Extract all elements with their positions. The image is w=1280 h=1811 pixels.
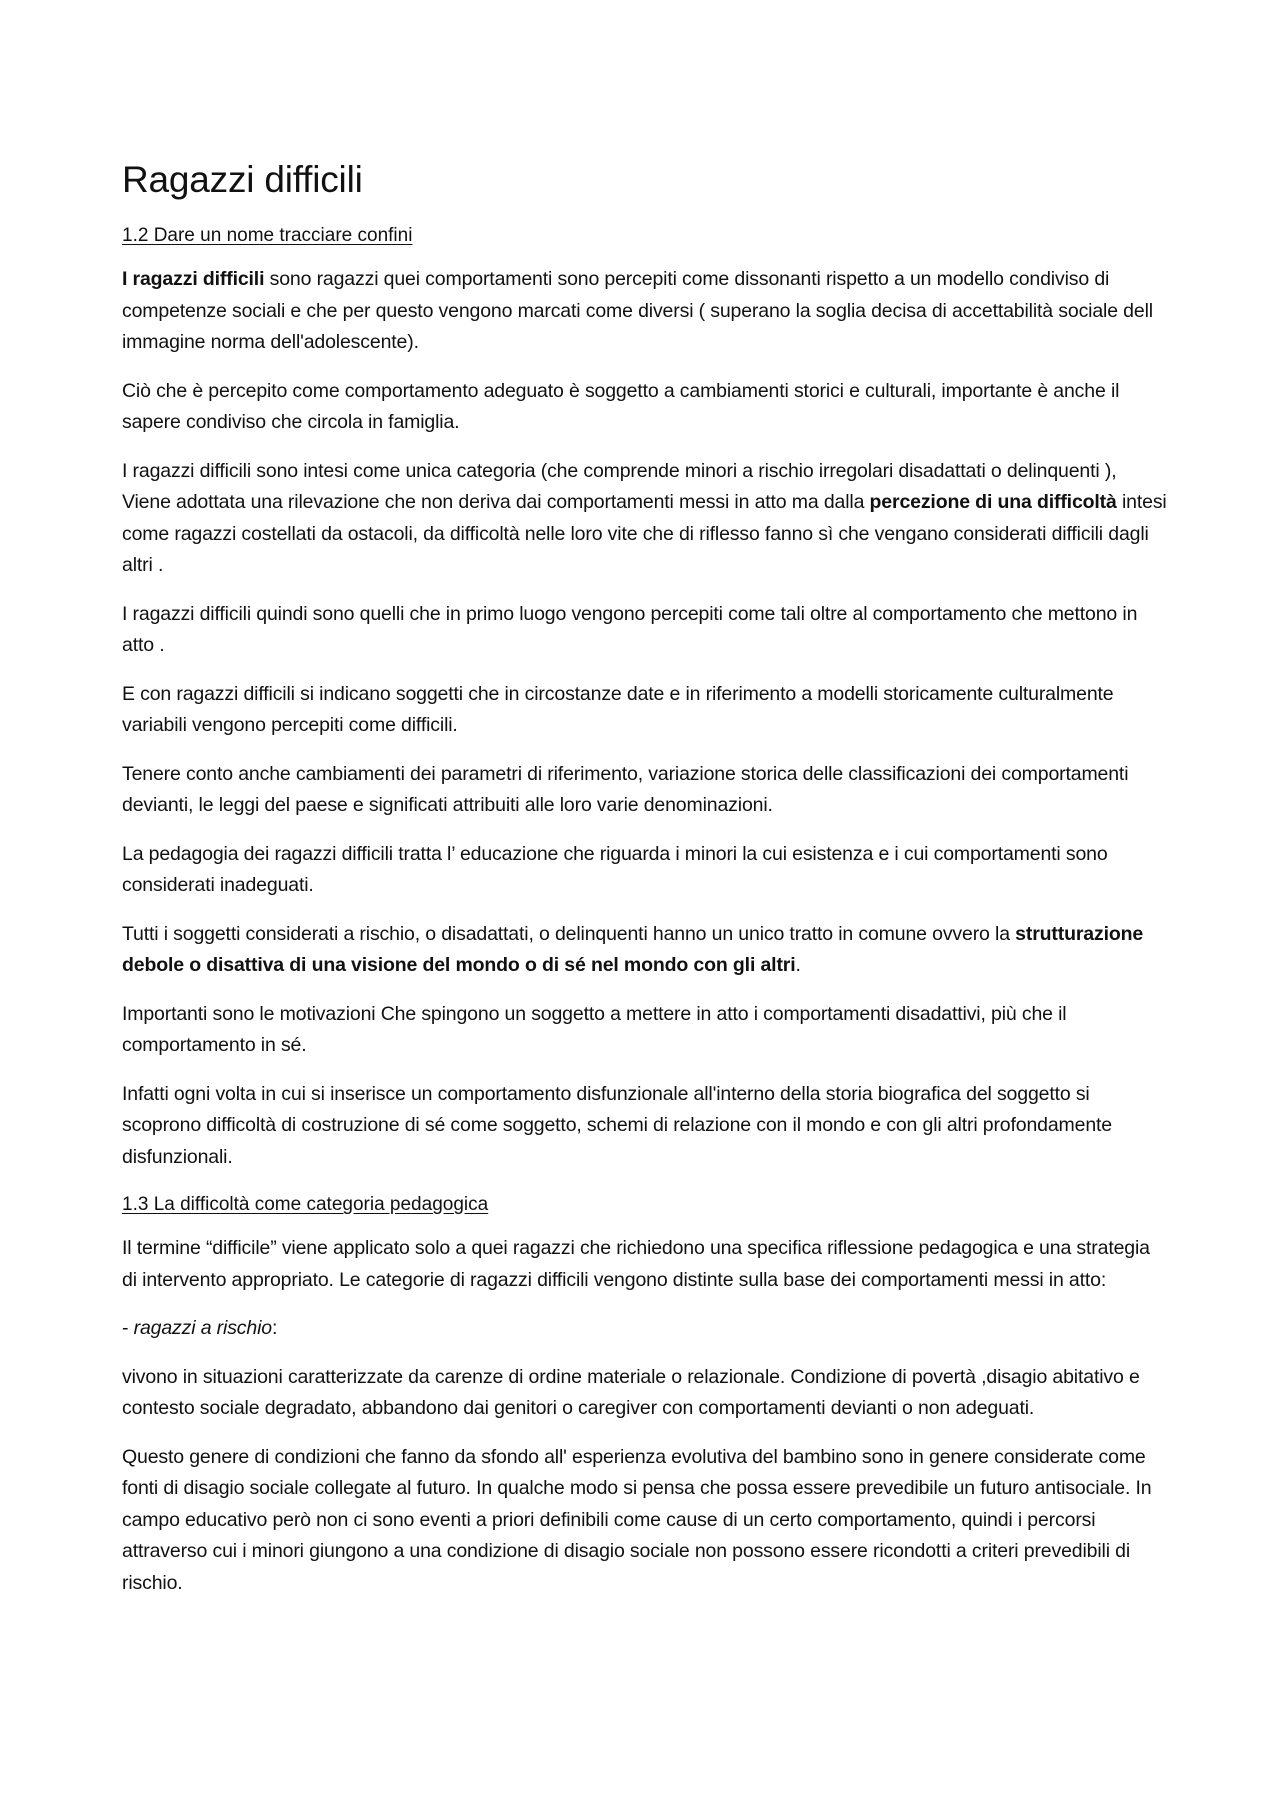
paragraph: I ragazzi difficili quindi sono quelli che in primo luogo vengono percepiti come tali oltre al comportamento che mettono in atto . bbox=[122, 602, 1138, 656]
paragraph: Tenere conto anche cambiamenti dei parametri di riferimento, variazione storica delle classificazioni dei comportamenti devianti, le leggi del paese e significati attribuiti alle loro varie denominazioni. bbox=[122, 762, 1129, 816]
italic-text: ragazzi a rischio bbox=[133, 1317, 272, 1339]
paragraph: Ciò che è percepito come comportamento adeguato è soggetto a cambiamenti storici e culturali, importante è anche il sapere condiviso che circola in famiglia. bbox=[122, 379, 1120, 433]
bold-text: strutturazione debole o disattiva di una visione del mondo o di sé nel mondo con gli altri bbox=[122, 922, 1144, 976]
paragraph-text: sono ragazzi quei comportamenti sono percepiti come dissonanti rispetto a un modello condiviso di competenze sociali e che per questo vengono marcati come diversi ( superano la soglia decisa di accettabilità sociale dell immagine norma dell'adolescente). bbox=[122, 268, 1153, 353]
paragraph-text: Tutti i soggetti considerati a rischio, o disadattati, o delinquenti hanno un unico tratto in comune ovvero la bbox=[122, 922, 1016, 945]
section-heading-1-3: 1.3 La difficoltà come categoria pedagogica bbox=[122, 1194, 489, 1215]
paragraph bbox=[122, 264, 1167, 359]
document-title: Ragazzi difficili bbox=[122, 159, 363, 200]
paragraph: Questo genere di condizioni che fanno da sfondo all' esperienza evolutiva del bambino sono in genere considerate come fonti di disagio sociale collegate al futuro. In qualche modo si pensa che possa essere prevedibile un futuro antisociale. In campo educativo però non ci sono eventi a priori definibili come cause di un certo comportamento, quindi i percorsi attraverso cui i minori giungono a una condizione di disagio sociale non possono essere ricondotti a criteri prevedibili di rischio. bbox=[122, 1445, 1152, 1594]
paragraph bbox=[122, 456, 1167, 582]
list-bullet: - bbox=[122, 1317, 134, 1339]
list-suffix: : bbox=[271, 1317, 278, 1339]
paragraph: La pedagogia dei ragazzi difficili tratta l’ educazione che riguarda i minori la cui esistenza e i cui comportamenti sono considerati inadeguati. bbox=[122, 842, 1108, 896]
paragraph-text: . bbox=[795, 954, 801, 976]
paragraph bbox=[122, 919, 1167, 982]
paragraph-text: intesi come ragazzi costellati da ostacoli, da difficoltà nelle loro vite che di riflesso fanno sì che vengano considerati difficili dagli altri . bbox=[122, 491, 1167, 576]
document-body bbox=[122, 156, 1167, 1616]
section-heading-1-2: 1.2 Dare un nome tracciare confini bbox=[122, 225, 413, 246]
paragraph: vivono in situazioni caratterizzate da carenze di ordine materiale o relazionale. Condizione di povertà ,disagio abitativo e contesto sociale degradato, abbandono dai genitori o caregiver con comportamenti devianti o non adeguati. bbox=[122, 1365, 1140, 1419]
paragraph-text: I ragazzi difficili sono intesi come unica categoria (che comprende minori a rischio irregolari disadattati o delinquenti ), Viene adottata una rilevazione che non deriva dai comportamenti messi in atto ma dalla bbox=[122, 459, 1117, 513]
paragraph: Infatti ogni volta in cui si inserisce un comportamento disfunzionale all'interno della storia biografica del soggetto si scoprono difficoltà di costruzione di sé come soggetto, schemi di relazione con il mondo e con gli altri profondamente disfunzionali. bbox=[122, 1082, 1112, 1168]
list-item bbox=[122, 1313, 1167, 1345]
paragraph: E con ragazzi difficili si indicano soggetti che in circostanze date e in riferimento a modelli storicamente culturalmente variabili vengono percepiti come difficili. bbox=[122, 682, 1114, 736]
paragraph: Il termine “difficile” viene applicato solo a quei ragazzi che richiedono una specifica riflessione pedagogica e una strategia di intervento appropriato. Le categorie di ragazzi difficili vengono distinte sulla base dei comportamenti messi in atto: bbox=[122, 1237, 1150, 1291]
bold-text: I ragazzi difficili bbox=[122, 268, 265, 290]
bold-text: percezione di una difficoltà bbox=[869, 491, 1117, 513]
paragraph: Importanti sono le motivazioni Che spingono un soggetto a mettere in atto i comportamenti disadattivi, più che il comportamento in sé. bbox=[122, 1002, 1067, 1056]
